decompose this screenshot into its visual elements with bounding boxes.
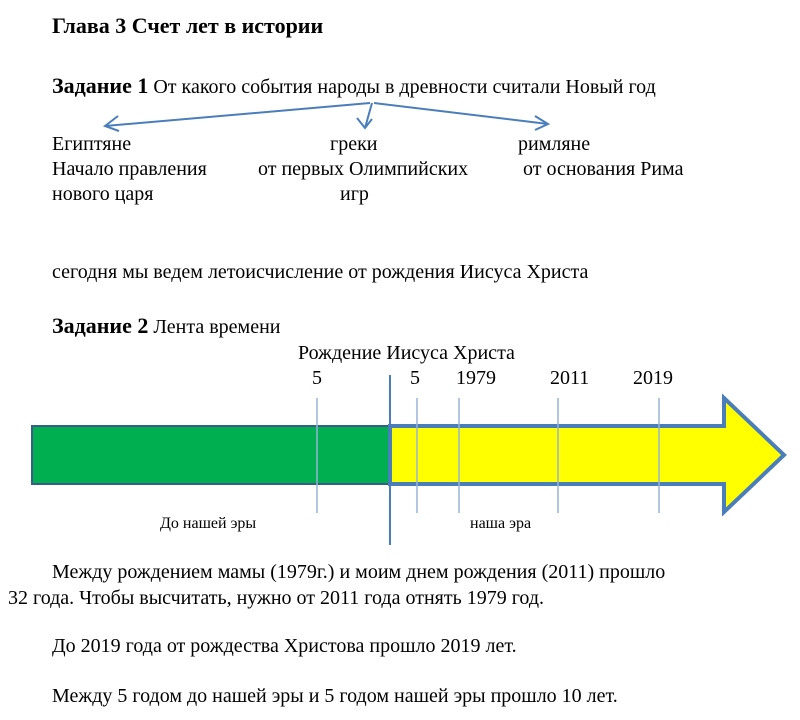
chapter-title: Глава 3 Счет лет в истории [52,13,324,38]
ad-era-label: наша эра [470,515,532,532]
task2-title: Лента времени [153,316,281,338]
mark-2019: 2019 [633,367,673,389]
mark-1979: 1979 [456,367,496,389]
mark-5-bc: 5 [312,367,322,389]
greeks-line1: от первых Олимпийских [258,158,469,180]
people-romans: римляне [518,133,591,155]
today-statement: сегодня мы ведем летоисчисление от рождения Иисуса Христа [52,261,589,283]
timeline-ad-arrow [390,398,784,512]
paragraph-1-line2: 32 года. Чтобы высчитать, нужно от 2011 года отнять 1979 год. [8,587,545,609]
mark-2011: 2011 [550,367,590,389]
people-greeks: греки [330,133,378,155]
paragraph-1-line1: Между рождением мамы (1979г.) и моим днем рождения (2011) прошло [52,561,666,583]
bc-era-label: До нашей эры [160,515,257,532]
paragraph-2: До 2019 года от рождества Христова прошло 2019 лет. [52,635,517,657]
egyptians-line2: нового царя [52,183,154,205]
egyptians-line1: Начало правления [52,158,207,180]
people-egyptians: Египтяне [52,133,132,155]
romans-line1: от основания Рима [523,158,684,180]
christ-birth-label: Рождение Иисуса Христа [298,342,515,364]
greeks-line2: игр [340,183,369,205]
paragraph-3: Между 5 годом до нашей эры и 5 годом нашей эры прошло 10 лет. [52,685,618,707]
task2-label: Задание 2 [52,313,149,338]
mark-5-ad: 5 [410,367,420,389]
task1-question: От какого события народы в древности считали Новый год [153,76,656,98]
task1-label: Задание 1 [52,73,149,98]
timeline-bc-segment [32,426,390,484]
